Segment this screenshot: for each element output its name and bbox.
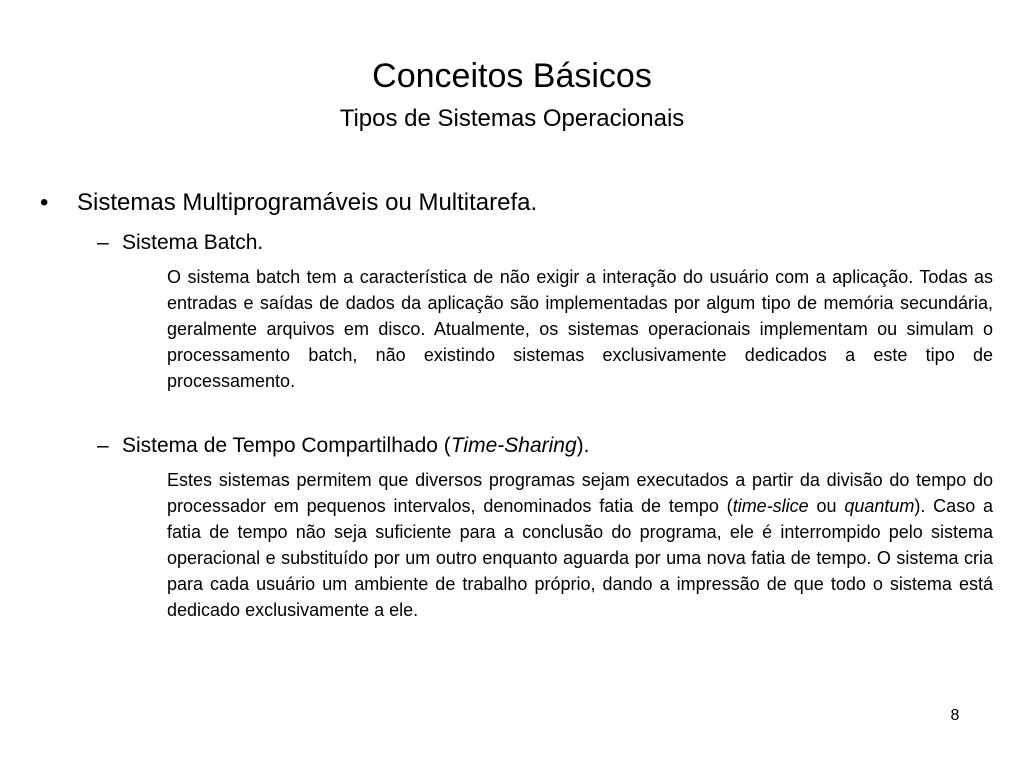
bullet-multitarefa <box>40 186 537 220</box>
sub-bullet-batch <box>97 228 263 258</box>
dash-marker: – <box>97 231 109 254</box>
paragraph-time-sharing <box>167 467 993 623</box>
term-quantum: quantum <box>844 496 915 516</box>
dash-marker: – <box>97 434 109 457</box>
label-suffix: ). <box>576 434 590 457</box>
label-italic: Time-Sharing <box>450 434 577 457</box>
page-number: 8 <box>950 707 960 724</box>
sub-bullet-batch-label: Sistema Batch. <box>122 231 264 254</box>
term-time-slice: time-slice <box>732 496 809 516</box>
slide-title: Conceitos Básicos <box>372 57 652 95</box>
slide-subtitle: Tipos de Sistemas Operacionais <box>339 105 685 132</box>
bullet-marker: • <box>40 189 49 216</box>
paragraph-part-2: ou <box>808 496 845 516</box>
label-prefix: Sistema de Tempo Compartilhado ( <box>122 434 451 457</box>
paragraph-batch: O sistema batch tem a característica de não exigir a interação do usuário com a aplicação. Todas as entradas e saídas de dados da aplicação são implementadas por algum tipo de memória secundária, geralmente arquivos em disco. Atualmente, os sistemas operacionais implementam ou simulam o processamento batch, não existindo sistemas exclusivamente dedicados a este tipo de processamento. <box>167 267 993 391</box>
paragraph-part-3: ). Caso a fatia de tempo não seja suficiente para a conclusão do programa, ele é interrompido pelo sistema operacional e substituído por um outro enquanto aguarda por uma nova fatia de tempo. O sistema cria para cada usuário um ambiente de trabalho próprio, dando a impressão de que todo o sistema está dedicado exclusivamente a ele. <box>167 496 994 620</box>
bullet-text: Sistemas Multiprogramáveis ou Multitarefa. <box>77 189 538 216</box>
sub-bullet-time-sharing <box>97 431 589 461</box>
paragraph-part-1: Estes sistemas permitem que diversos programas sejam executados a partir da divisão do tempo do processador em pequenos intervalos, denominados fatia de tempo ( <box>167 470 993 516</box>
